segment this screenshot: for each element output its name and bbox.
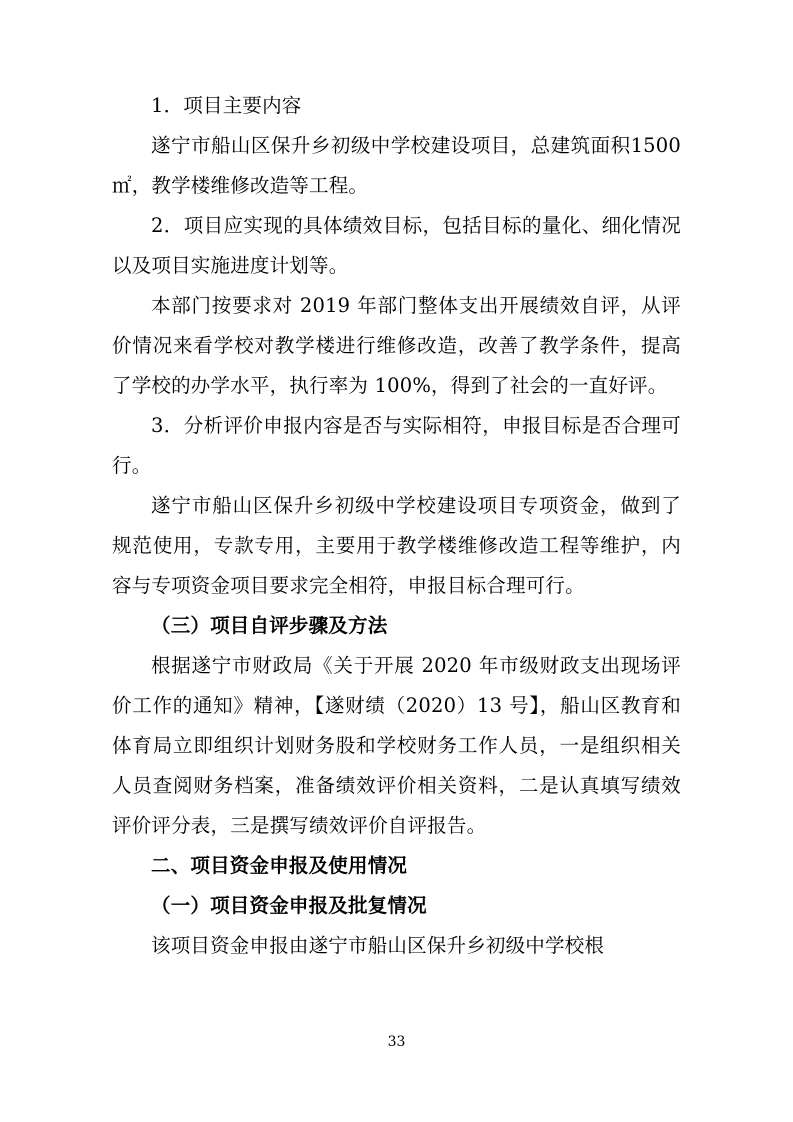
paragraph: 1．项目主要内容 — [151, 94, 302, 117]
section-heading: 二、项目资金申报及使用情况 — [151, 854, 408, 877]
paragraph: 3．分析评价申报内容是否与实际相符，申报目标是否合理可行。 — [112, 414, 681, 477]
paragraph: 该项目资金申报由遂宁市船山区保升乡初级中学校根 — [151, 934, 605, 957]
paragraph: 根据遂宁市财政局《关于开展 2020 年市级财政支出现场评价工作的通知》精神，【遂财绩（2020）13 号】，船山区教育和体育局立即组织计划财务股和学校财务工作人员，一是组织相关人员查阅财务档案，准备绩效评价相关资料，二是认真填写绩效评价评分表，三是撰写绩效评价自评报告。 — [112, 654, 681, 837]
paragraph: 本部门按要求对 2019 年部门整体支出开展绩效自评，从评价情况来看学校对教学楼进行维修改造，改善了教学条件，提高了学校的办学水平，执行率为 100%，得到了社会的一直好评。 — [112, 294, 681, 397]
section-heading: （三）项目自评步骤及方法 — [151, 614, 388, 637]
section-heading: （一）项目资金申报及批复情况 — [151, 894, 427, 917]
page-number: 33 — [387, 1034, 406, 1050]
paragraph: 遂宁市船山区保升乡初级中学校建设项目专项资金，做到了规范使用，专款专用，主要用于教学楼维修改造工程等维护，内容与专项资金项目要求完全相符，申报目标合理可行。 — [112, 494, 681, 597]
paragraph: 2．项目应实现的具体绩效目标，包括目标的量化、细化情况以及项目实施进度计划等。 — [112, 214, 681, 277]
paragraph: 遂宁市船山区保升乡初级中学校建设项目，总建筑面积1500 ㎡，教学楼维修改造等工程。 — [112, 134, 681, 197]
document-body — [112, 86, 681, 966]
